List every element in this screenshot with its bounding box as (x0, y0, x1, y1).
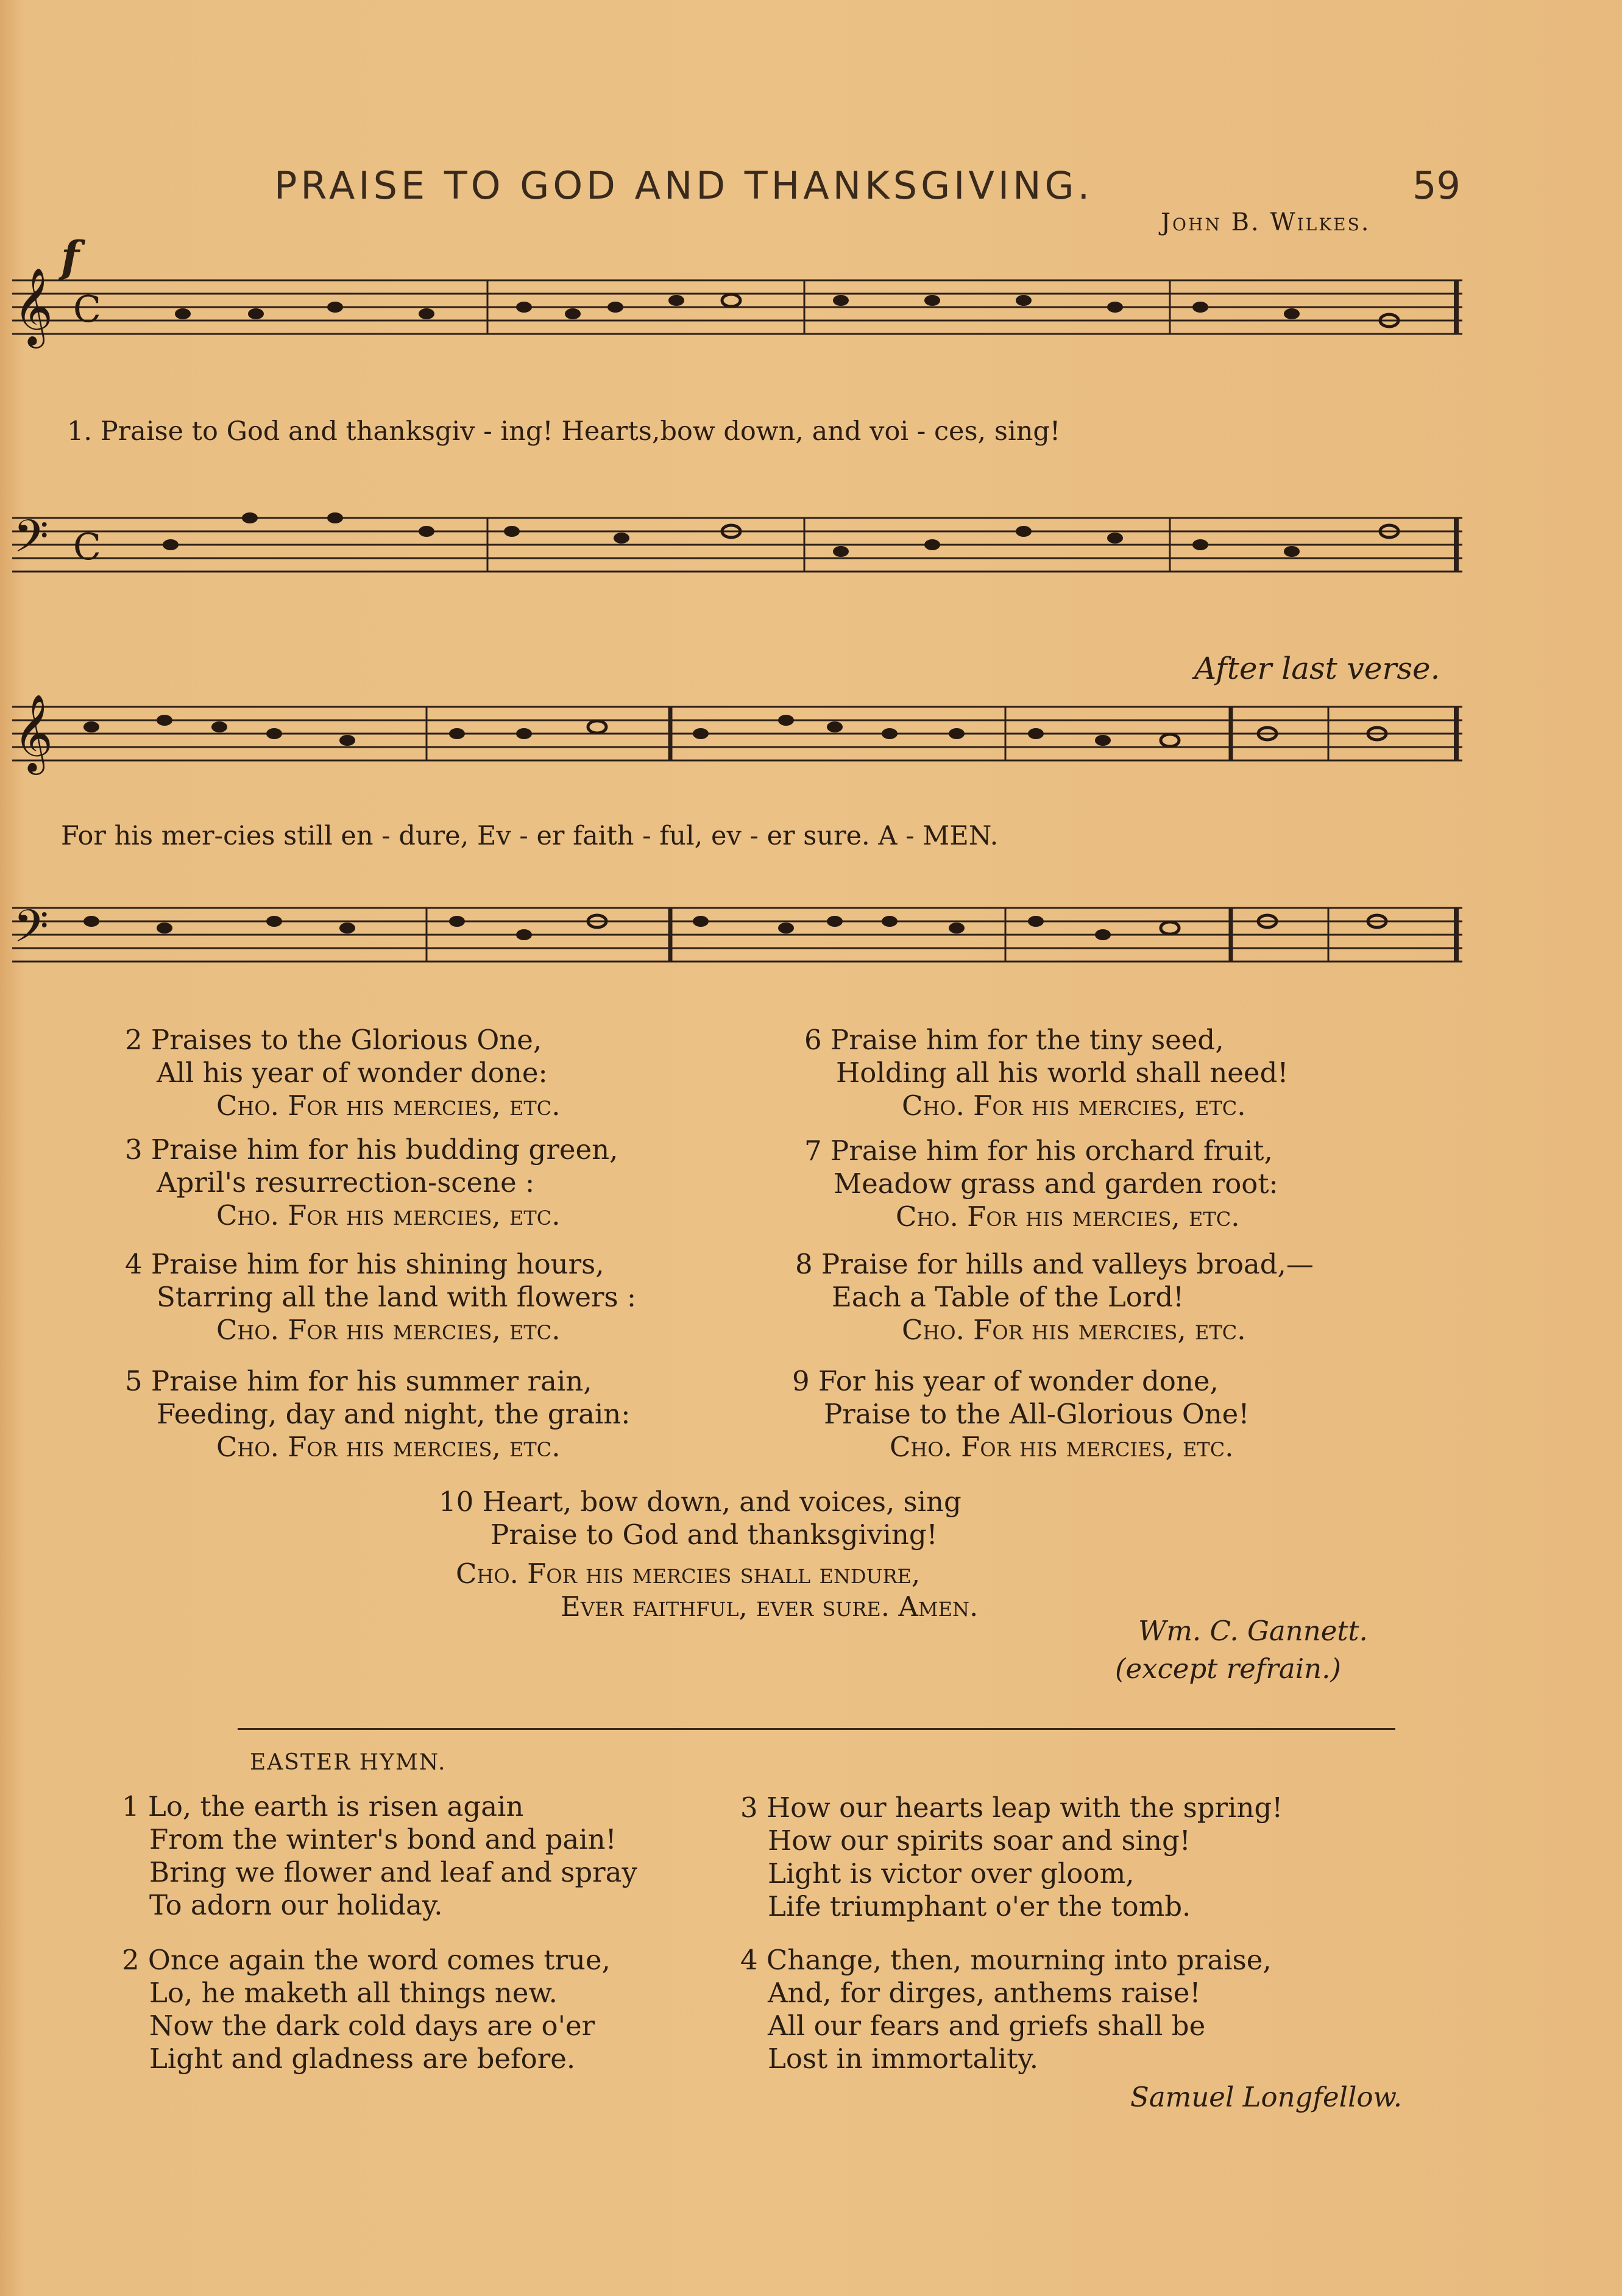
svg-text:C: C (73, 526, 101, 569)
verse-8: 8 Praise for hills and valleys broad,— Each a Table of the Lord! Cho. For his mercies, etc. (795, 1248, 1314, 1346)
composer-credit: John B. Wilkes. (1161, 208, 1371, 236)
lyric-line-2: For his mer-cies still en - dure, Ev - er faith - ful, ev - er sure. A - MEN. (61, 821, 999, 851)
page-number: 59 (1412, 163, 1461, 208)
easter-hymn-title: EASTER HYMN. (250, 1750, 447, 1775)
easter-stanza-1: 1 Lo, the earth is risen again From the winter's bond and pain! Bring we flower and leaf and spray To adorn our holiday. (122, 1790, 637, 1921)
verse-6: 6 Praise him for the tiny seed, Holding all his world shall need! Cho. For his mercies, etc. (804, 1024, 1289, 1122)
after-last-verse-label: After last verse. (1194, 651, 1440, 686)
verse-4: 4 Praise him for his shining hours, Starring all the land with flowers : Cho. For his mercies, etc. (125, 1248, 637, 1346)
section-divider (238, 1728, 1395, 1730)
author-longfellow: Samuel Longfellow. (1130, 2081, 1403, 2113)
lyric-line-1: 1. Praise to God and thanksgiv - ing! Hearts,bow down, and voi - ces, sing! (67, 416, 1061, 447)
svg-text:𝄢: 𝄢 (13, 900, 49, 964)
author-note: (except refrain.) (1115, 1653, 1341, 1685)
svg-text:𝄞: 𝄞 (13, 267, 54, 345)
page-title: PRAISE TO GOD AND THANKSGIVING. (274, 163, 1094, 208)
svg-text:𝄞: 𝄞 (13, 693, 54, 771)
treble-staff-1 (0, 268, 1475, 360)
bass-staff-1 (0, 506, 1475, 597)
svg-text:𝄢: 𝄢 (13, 510, 49, 574)
easter-stanza-3: 3 How our hearts leap with the spring! How our spirits soar and sing! Light is victor over gloom, Life triumphant o'er the tomb. (740, 1791, 1283, 1922)
easter-stanza-4: 4 Change, then, mourning into praise, And, for dirges, anthems raise! All our fears and griefs shall be Lost in immortality. (740, 1944, 1272, 2075)
verse-7: 7 Praise him for his orchard fruit, Meadow grass and garden root: Cho. For his mercies, etc. (804, 1135, 1278, 1233)
easter-stanza-2: 2 Once again the word comes true, Lo, he maketh all things new. Now the dark cold days are o'er Light and gladness are before. (122, 1944, 611, 2075)
verse-3: 3 Praise him for his budding green, April's resurrection-scene : Cho. For his mercies, etc. (125, 1133, 618, 1231)
svg-text:C: C (73, 288, 101, 331)
treble-staff-2 (0, 695, 1475, 786)
author-gannett: Wm. C. Gannett. (1138, 1615, 1368, 1647)
dynamic-forte: f (61, 232, 80, 282)
verse-9: 9 For his year of wonder done, Praise to the All-Glorious One! Cho. For his mercies, etc. (792, 1365, 1250, 1463)
verse-5: 5 Praise him for his summer rain, Feeding, day and night, the grain: Cho. For his mercies, etc. (125, 1365, 631, 1463)
verse-10: 10 Heart, bow down, and voices, sing Praise to God and thanksgiving! Cho. For his mercies shall endure, Ever faithful, ever sure. Amen. (439, 1486, 979, 1623)
verse-2: 2 Praises to the Glorious One, All his year of wonder done: Cho. For his mercies, etc. (125, 1024, 561, 1122)
bass-staff-2 (0, 896, 1475, 987)
